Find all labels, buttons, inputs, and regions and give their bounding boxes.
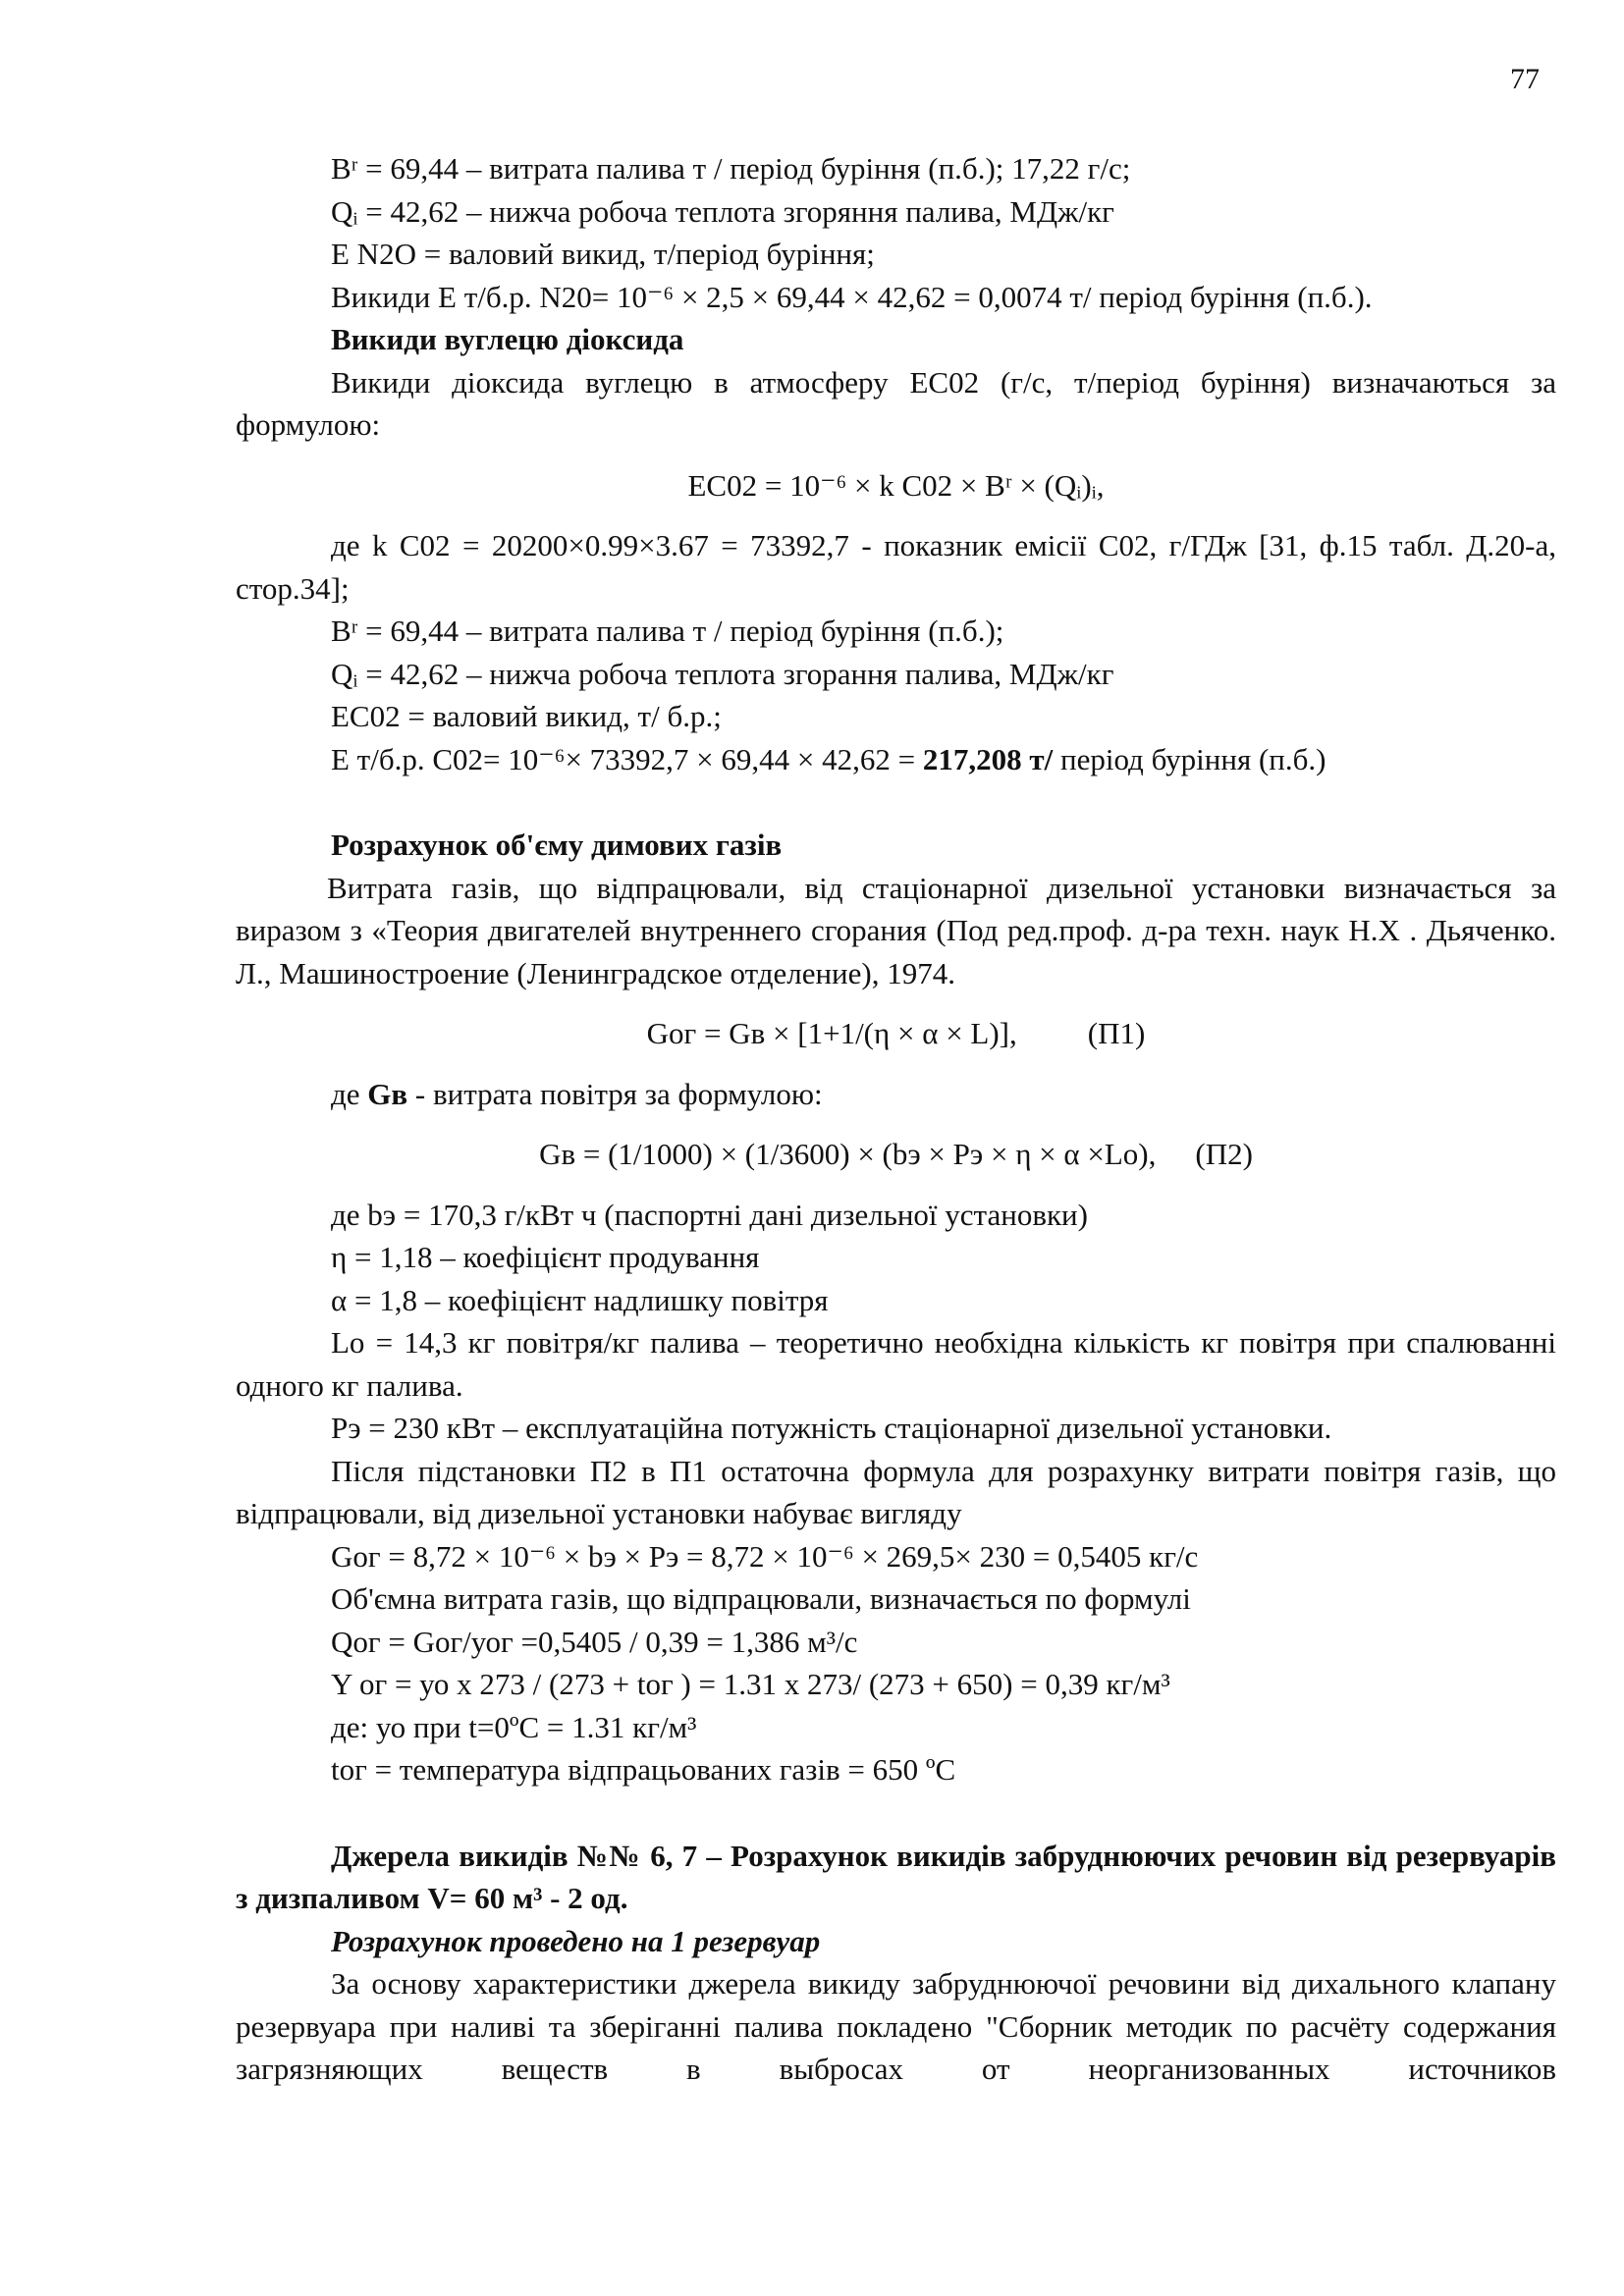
text-line-n2o-emission: Викиди E т/б.р. N20= 10⁻⁶ × 2,5 × 69,44 × 42,62 = 0,0074 т/ період буріння (п.б.). xyxy=(331,279,1373,314)
text-line-fuel-consumption-2: Bʳ = 69,44 – витрата палива т / період буріння (п.б.); xyxy=(331,614,1004,648)
text-line-blowdown: η = 1,18 – коефіцієнт продування xyxy=(331,1240,760,1274)
text-line-density-zero: де: уо при t=0ºC = 1.31 кг/м³ xyxy=(331,1709,697,1744)
formula-p2: Gв = (1/1000) × (1/3600) × (bэ × Pэ × η × α ×Lо), (П2) xyxy=(539,1137,1253,1171)
text-line-fuel-consumption: Bʳ = 69,44 – витрата палива т / період буріння (п.б.); 17,22 г/с; xyxy=(331,151,1131,186)
text-line-volume-flow-intro: Об'ємна витрата газів, що відпрацювали, визначається по формулі xyxy=(331,1581,1191,1616)
formula-p1: Gог = Gв × [1+1/(η × α × L)], (П1) xyxy=(646,1016,1146,1050)
co2-result-value: 217,208 т/ xyxy=(922,741,1054,776)
paragraph-co2-intro: Викиди діоксида вуглецю в атмосферу EC02 (г/с, т/період буріння) визначаються за формулою: xyxy=(236,364,1556,442)
text-line-gas-temperature: tог = температура відпрацьованих газів = 650 ºC xyxy=(331,1752,956,1787)
text-line-gas-density: Y ог = уо x 273 / (273 + tог ) = 1.31 x 273/ (273 + 650) = 0,39 кг/м³ xyxy=(331,1667,1170,1701)
text-line-volume-flow: Qог = Gог/уог =0,5405 / 0,39 = 1,386 м³/с xyxy=(331,1624,858,1659)
paragraph-theoretical-air: Lо = 14,3 кг повітря/кг палива – теоретично необхідна кількість кг повітря при спалюванні одного кг палива. xyxy=(236,1325,1556,1403)
text-line-heat-value-2: Qᵢ = 42,62 – нижча робоча теплота згорання палива, МДж/кг xyxy=(331,656,1114,691)
section-heading-co2: Викиди вуглецю діоксида xyxy=(331,322,684,356)
text-line-air-consumption: де Gв - витрата повітря за формулою: xyxy=(331,1076,823,1111)
paragraph-tank-method: За основу характеристики джерела викиду забруднюючої речовини від дихального клапану резервуара при наливі та зберіганні палива покладено "Сборник методик по расчёту содержания загрязняющих веществ в выбросах от неорганизованных источников xyxy=(236,1966,1556,2086)
paragraph-co2-factor: де k C02 = 20200×0.99×3.67 = 73392,7 - показник емісії С02, г/ГДж [31, ф.15 табл. Д.20-а, стор.34]; xyxy=(236,528,1556,606)
document-body xyxy=(236,147,1556,2091)
section-heading-flue-gas: Розрахунок об'єму димових газів xyxy=(331,828,783,862)
subheading-one-tank: Розрахунок проведено на 1 резервуар xyxy=(331,1923,821,1958)
paragraph-flue-gas-source: Витрата газів, що відпрацювали, від стаціонарної дизельної установки визначається за виразом з «Теория двигателей внутреннего сгорания (Под ред.проф. д-ра техн. наук Н.Х . Дьяченко. Л., Машиностроение (Ленинградское отделение), 1974. xyxy=(236,870,1556,990)
text-line-power: Pэ = 230 кВт – експлуатаційна потужність стаціонарної дизельної установки. xyxy=(331,1411,1332,1445)
text-line-co2-result: E т/б.р. C02= 10⁻⁶× 73392,7 × 69,44 × 42,62 = 217,208 т/ період буріння (п.б.) xyxy=(331,741,1326,776)
section-heading-tanks: Джерела викидів №№ 6, 7 – Розрахунок викидів забруднюючих речовин від резервуарів з дизпаливом V= 60 м³ - 2 од. xyxy=(236,1838,1556,1915)
text-line-n2o-gross: E N2O = валовий викид, т/період буріння; xyxy=(331,237,875,271)
paragraph-substitution: Після підстановки П2 в П1 остаточна формула для розрахунку витрати повітря газів, що відпрацювали, від дизельної установки набуває вигляду xyxy=(236,1453,1556,1530)
page-number: 77 xyxy=(1510,63,1540,95)
text-line-co2-gross: EC02 = валовий викид, т/ б.р.; xyxy=(331,699,722,733)
formula-co2: EC02 = 10⁻⁶ × k C02 × Bʳ × (Qᵢ)ᵢ, xyxy=(687,467,1105,503)
text-line-excess-air: α = 1,8 – коефіцієнт надлишку повітря xyxy=(331,1282,829,1317)
text-line-gas-mass-flow: Gог = 8,72 × 10⁻⁶ × bэ × Pэ = 8,72 × 10⁻⁶ × 269,5× 230 = 0,5405 кг/с xyxy=(331,1538,1199,1574)
text-line-specific-consumption: де bэ = 170,3 г/кВт ч (паспортні дані дизельної установки) xyxy=(331,1197,1088,1232)
text-line-heat-value: Qᵢ = 42,62 – нижча робоча теплота згоряння палива, МДж/кг xyxy=(331,193,1114,229)
